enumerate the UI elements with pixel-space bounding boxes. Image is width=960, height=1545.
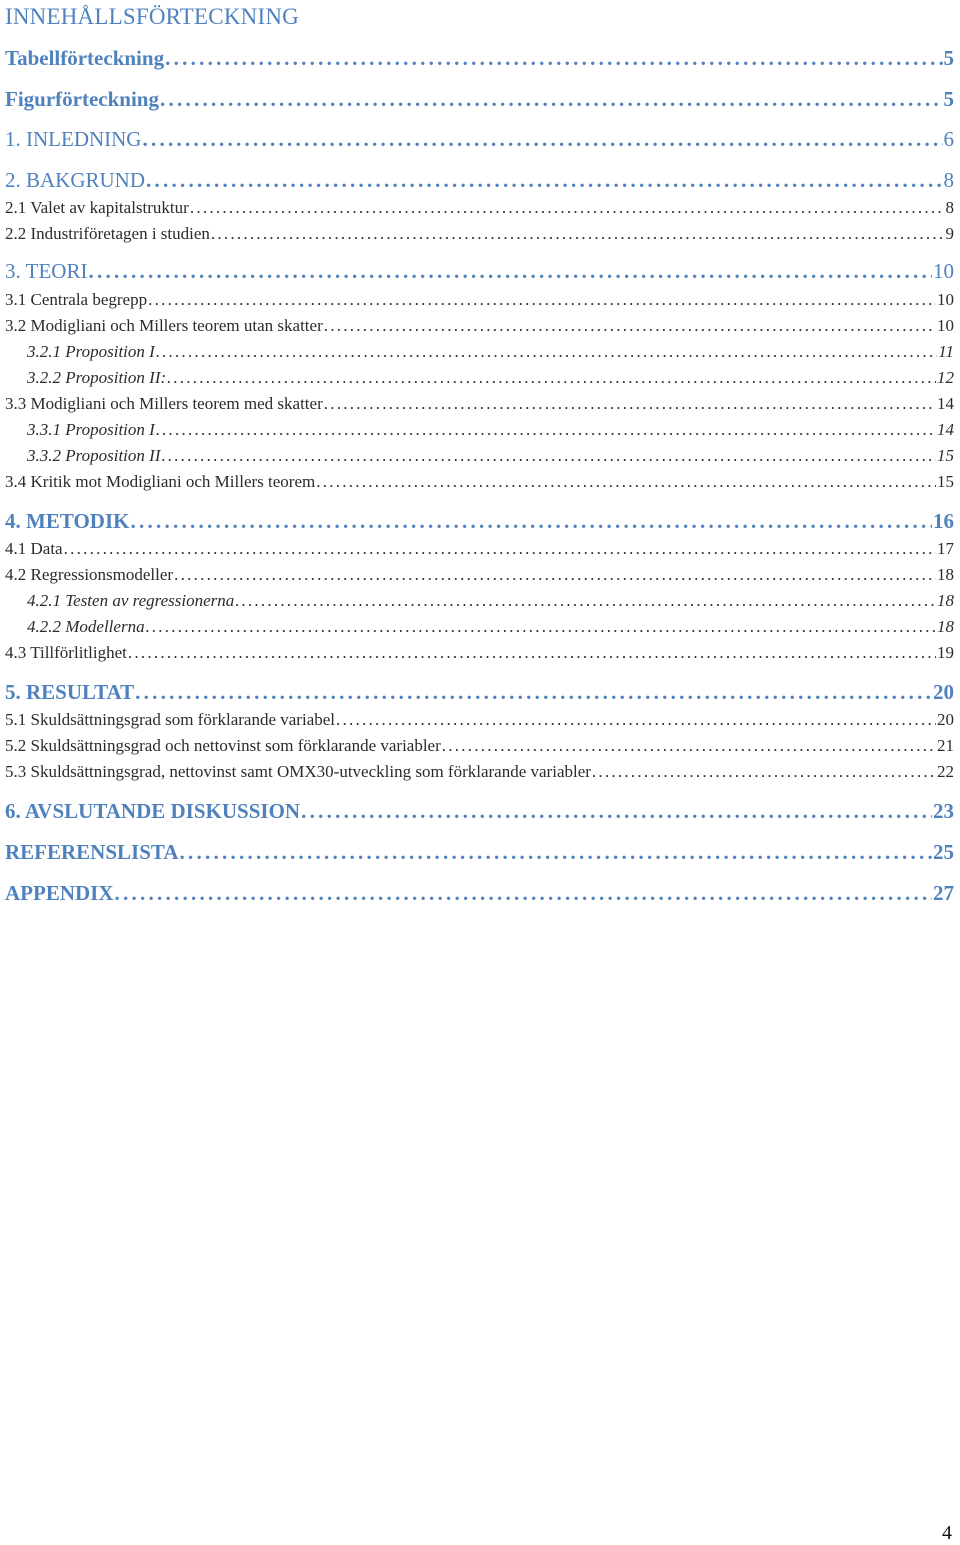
toc-entry-label: 3.2 Modigliani och Millers teorem utan skatter: [5, 316, 323, 335]
toc-entry-page: 25: [933, 840, 954, 864]
toc-entry-5-2[interactable]: [5, 736, 954, 756]
toc-entry-label: Figurförteckning: [5, 87, 159, 111]
dot-leader: [180, 840, 933, 865]
toc-entry-label: 5.3 Skuldsättningsgrad, nettovinst samt OMX30-utveckling som förklarande variabler: [5, 762, 591, 781]
toc-entry-label: 5.1 Skuldsättningsgrad som förklarande variabel: [5, 710, 336, 729]
toc-entry-label: REFERENSLISTA: [5, 840, 179, 864]
toc-entry-label: 2.1 Valet av kapitalstruktur: [5, 198, 189, 217]
dot-leader: [148, 290, 936, 310]
dot-leader: [165, 46, 942, 71]
toc-entry-page: 20: [937, 710, 954, 729]
dot-leader: [135, 680, 932, 705]
page-number: 4: [942, 1522, 952, 1544]
toc-entry-inledning[interactable]: [5, 127, 954, 152]
toc-entry-teori[interactable]: [5, 259, 954, 284]
dot-leader: [130, 509, 932, 534]
toc-entry-page: 8: [943, 168, 954, 192]
toc-entry-3-2-1[interactable]: [5, 342, 954, 362]
toc-entry-label: 3.4 Kritik mot Modigliani och Millers teorem: [5, 472, 316, 491]
toc-entry-label: 3.2.2 Proposition II:: [27, 368, 167, 387]
toc-entry-page: 21: [937, 736, 954, 755]
toc-entry-label: 4.2.2 Modellerna: [27, 617, 145, 636]
dot-leader: [156, 342, 937, 362]
toc-entry-label: 4.2 Regressionsmodeller: [5, 565, 174, 584]
toc-entry-page: 12: [937, 368, 954, 387]
toc-entry-label: 3.1 Centrala begrepp: [5, 290, 148, 309]
toc-entry-page: 8: [945, 198, 954, 217]
toc-entry-label: 4.2.1 Testen av regressionerna: [27, 591, 235, 610]
toc-entry-3-2[interactable]: [5, 316, 954, 336]
toc-entry-3-3[interactable]: [5, 394, 954, 414]
toc-entry-page: 10: [937, 316, 954, 335]
dot-leader: [167, 368, 936, 388]
dot-leader: [115, 881, 933, 906]
toc-entry-5-1[interactable]: [5, 710, 954, 730]
toc-entry-figurforteckning[interactable]: [5, 87, 954, 112]
toc-entry-page: 16: [933, 509, 954, 533]
toc-entry-page: 23: [933, 799, 954, 823]
toc-entry-page: 5: [943, 46, 954, 70]
toc-entry-4-2-1[interactable]: [5, 591, 954, 611]
toc-entry-5-3[interactable]: [5, 762, 954, 782]
dot-leader: [88, 259, 932, 284]
dot-leader: [301, 799, 932, 824]
toc-entry-page: 19: [937, 643, 954, 662]
toc-entry-3-4[interactable]: [5, 472, 954, 492]
toc-entry-label: 2.2 Industriföretagen i studien: [5, 224, 210, 243]
dot-leader: [160, 87, 943, 112]
toc-entry-page: 22: [937, 762, 954, 781]
dot-leader: [146, 168, 942, 193]
dot-leader: [190, 198, 945, 218]
toc-entry-referenslista[interactable]: [5, 840, 954, 865]
toc-entry-appendix[interactable]: [5, 881, 954, 906]
toc-entry-label: 5.2 Skuldsättningsgrad och nettovinst som förklarande variabler: [5, 736, 441, 755]
toc-entry-label: APPENDIX: [5, 881, 114, 905]
toc-entry-page: 14: [937, 420, 954, 439]
dot-leader: [235, 591, 936, 611]
dot-leader: [64, 539, 936, 559]
toc-entry-bakgrund[interactable]: [5, 168, 954, 193]
toc-entry-page: 14: [937, 394, 954, 413]
toc-entry-4-2[interactable]: [5, 565, 954, 585]
toc-entry-label: 6. AVSLUTANDE DISKUSSION: [5, 799, 301, 823]
toc-entry-resultat[interactable]: [5, 680, 954, 705]
toc-entry-label: 3. TEORI: [5, 259, 88, 283]
toc-entry-page: 18: [937, 565, 954, 584]
dot-leader: [174, 565, 936, 585]
toc-entry-label: 2. BAKGRUND: [5, 168, 146, 192]
dot-leader: [142, 127, 942, 152]
toc-entry-label: 4.3 Tillförlitlighet: [5, 643, 127, 662]
toc-entry-page: 9: [945, 224, 954, 243]
toc-entry-label: 3.3 Modigliani och Millers teorem med skatter: [5, 394, 323, 413]
toc-entry-label: 4. METODIK: [5, 509, 130, 533]
toc-entry-page: 6: [943, 127, 954, 151]
toc-entry-page: 10: [937, 290, 954, 309]
dot-leader: [316, 472, 936, 492]
toc-entry-page: 15: [937, 446, 954, 465]
toc-entry-3-1[interactable]: [5, 290, 954, 310]
toc-entry-label: 3.3.2 Proposition II: [27, 446, 161, 465]
toc-entry-page: 11: [938, 342, 954, 361]
dot-leader: [211, 224, 945, 244]
toc-entry-page: 27: [933, 881, 954, 905]
dot-leader: [128, 643, 936, 663]
dot-leader: [592, 762, 936, 782]
toc-entry-label: 1. INLEDNING: [5, 127, 142, 151]
toc-entry-tabellforteckning[interactable]: [5, 46, 954, 71]
dot-leader: [324, 316, 936, 336]
toc-entry-page: 5: [943, 87, 954, 111]
toc-entry-page: 18: [937, 591, 954, 610]
dot-leader: [156, 420, 936, 440]
toc-entry-label: Tabellförteckning: [5, 46, 165, 70]
toc-entry-label: 4.1 Data: [5, 539, 63, 558]
toc-entry-page: 10: [933, 259, 954, 283]
toc-entry-2-1[interactable]: [5, 198, 954, 218]
toc-entry-label: 3.2.1 Proposition I: [27, 342, 155, 361]
dot-leader: [336, 710, 936, 730]
toc-entry-label: 5. RESULTAT: [5, 680, 135, 704]
dot-leader: [146, 617, 936, 637]
dot-leader: [442, 736, 936, 756]
toc-entry-4-2-2[interactable]: [5, 617, 954, 637]
toc-entry-3-3-2[interactable]: [5, 446, 954, 466]
toc-entry-page: 18: [937, 617, 954, 636]
toc-entry-3-2-2[interactable]: [5, 368, 954, 388]
toc-entry-3-3-1[interactable]: [5, 420, 954, 440]
toc-entry-avslutande-diskussion[interactable]: [5, 799, 954, 824]
toc-entry-page: 17: [937, 539, 954, 558]
dot-leader: [161, 446, 936, 466]
toc-entry-metodik[interactable]: [5, 509, 954, 534]
toc-entry-page: 15: [937, 472, 954, 491]
dot-leader: [324, 394, 936, 414]
toc-entry-4-3[interactable]: [5, 643, 954, 663]
toc-title: INNEHÅLLSFÖRTECKNING: [5, 4, 299, 29]
toc-entry-page: 20: [933, 680, 954, 704]
toc-entry-4-1[interactable]: [5, 539, 954, 559]
toc-entry-label: 3.3.1 Proposition I: [27, 420, 155, 439]
toc-entry-2-2[interactable]: [5, 224, 954, 244]
